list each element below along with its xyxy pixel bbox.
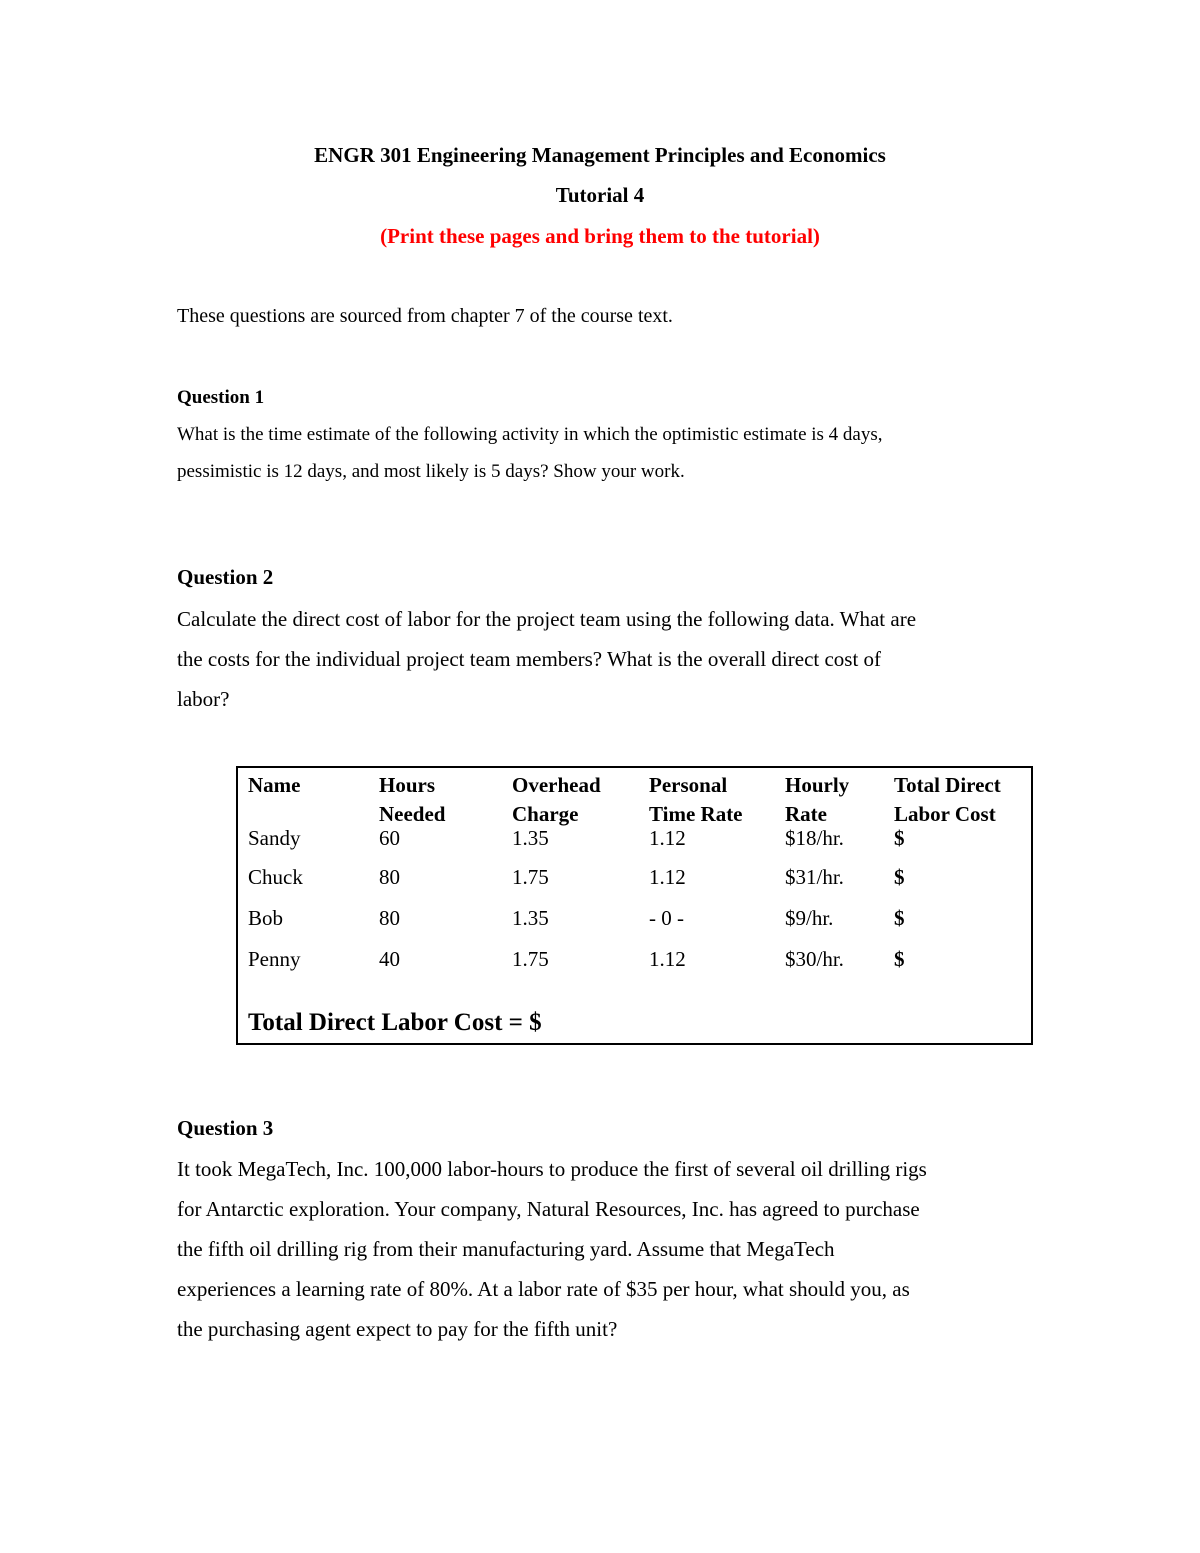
header-hours-line2: Needed: [379, 802, 446, 826]
total-direct-labor-cost: Total Direct Labor Cost = $: [248, 1009, 542, 1036]
question-3-line: the fifth oil drilling rig from their manufacturing yard. Assume that MegaTech: [177, 1237, 835, 1261]
question-3-text: [177, 1149, 1037, 1349]
header-overhead-line2: Charge: [512, 802, 579, 826]
print-notice: (Print these pages and bring them to the tutorial): [380, 224, 820, 248]
header-personal-line2: Time Rate: [649, 802, 743, 826]
question-2-heading: Question 2: [177, 565, 274, 589]
course-title: ENGR 301 Engineering Management Principles and Economics: [314, 143, 886, 167]
row-sandy-hours: 60: [379, 826, 400, 850]
question-2-line: Calculate the direct cost of labor for the project team using the following data. What are: [177, 607, 917, 631]
header-hours-line1: Hours: [379, 773, 436, 797]
header-hourly-line2: Rate: [785, 802, 827, 826]
header-overhead: [512, 771, 601, 829]
row-chuck-hours: 80: [379, 865, 400, 889]
row-bob-name: Bob: [248, 906, 284, 930]
row-sandy-personal: 1.12: [649, 826, 686, 850]
question-2-line: the costs for the individual project team members? What is the overall direct cost of: [177, 647, 882, 671]
header-hours: [379, 771, 446, 829]
row-penny-total: $: [894, 947, 905, 971]
question-1-line: What is the time estimate of the following activity in which the optimistic estimate is 4 days,: [177, 424, 883, 445]
row-chuck-overhead: 1.75: [512, 865, 549, 889]
row-penny-rate: $30/hr.: [785, 947, 844, 971]
row-chuck-rate: $31/hr.: [785, 865, 844, 889]
header-personal: [649, 771, 743, 829]
question-3-heading: Question 3: [177, 1116, 274, 1140]
question-2-line: labor?: [177, 687, 230, 711]
row-chuck-personal: 1.12: [649, 865, 686, 889]
row-bob-personal: - 0 -: [649, 906, 684, 930]
row-penny-personal: 1.12: [649, 947, 686, 971]
row-bob-hours: 80: [379, 906, 400, 930]
header-hourly-rate: [785, 771, 849, 829]
row-sandy-overhead: 1.35: [512, 826, 549, 850]
question-1-line: pessimistic is 12 days, and most likely is 5 days? Show your work.: [177, 461, 685, 482]
row-chuck-name: Chuck: [248, 865, 303, 889]
tutorial-title: Tutorial 4: [555, 183, 645, 207]
row-penny-name: Penny: [248, 947, 301, 971]
header-overhead-line1: Overhead: [512, 773, 601, 797]
header-hourly-line1: Hourly: [785, 773, 850, 797]
question-1-text: [177, 416, 1037, 490]
question-3-line: for Antarctic exploration. Your company, Natural Resources, Inc. has agreed to purchase: [177, 1197, 920, 1221]
row-bob-total: $: [894, 906, 905, 930]
header-name-line1: Name: [248, 773, 301, 797]
row-bob-overhead: 1.35: [512, 906, 549, 930]
header-total-direct: [894, 771, 1001, 829]
row-sandy-total: $: [894, 826, 905, 850]
question-1-heading: Question 1: [177, 387, 265, 408]
question-3-line: It took MegaTech, Inc. 100,000 labor-hours to produce the first of several oil drilling rigs: [177, 1157, 927, 1181]
question-3-line: the purchasing agent expect to pay for the fifth unit?: [177, 1317, 618, 1341]
question-2-text: [177, 599, 1037, 719]
header-total-line1: Total Direct: [894, 773, 1001, 797]
row-penny-overhead: 1.75: [512, 947, 549, 971]
row-sandy-rate: $18/hr.: [785, 826, 844, 850]
header-name: [248, 771, 300, 800]
row-penny-hours: 40: [379, 947, 400, 971]
row-bob-rate: $9/hr.: [785, 906, 834, 930]
question-3-line: experiences a learning rate of 80%. At a labor rate of $35 per hour, what should you, as: [177, 1277, 910, 1301]
intro-text: These questions are sourced from chapter 7 of the course text.: [177, 305, 673, 327]
labor-cost-table: [236, 766, 1033, 1045]
row-chuck-total: $: [894, 865, 905, 889]
header-personal-line1: Personal: [649, 773, 728, 797]
row-sandy-name: Sandy: [248, 826, 301, 850]
header-total-line2: Labor Cost: [894, 802, 996, 826]
